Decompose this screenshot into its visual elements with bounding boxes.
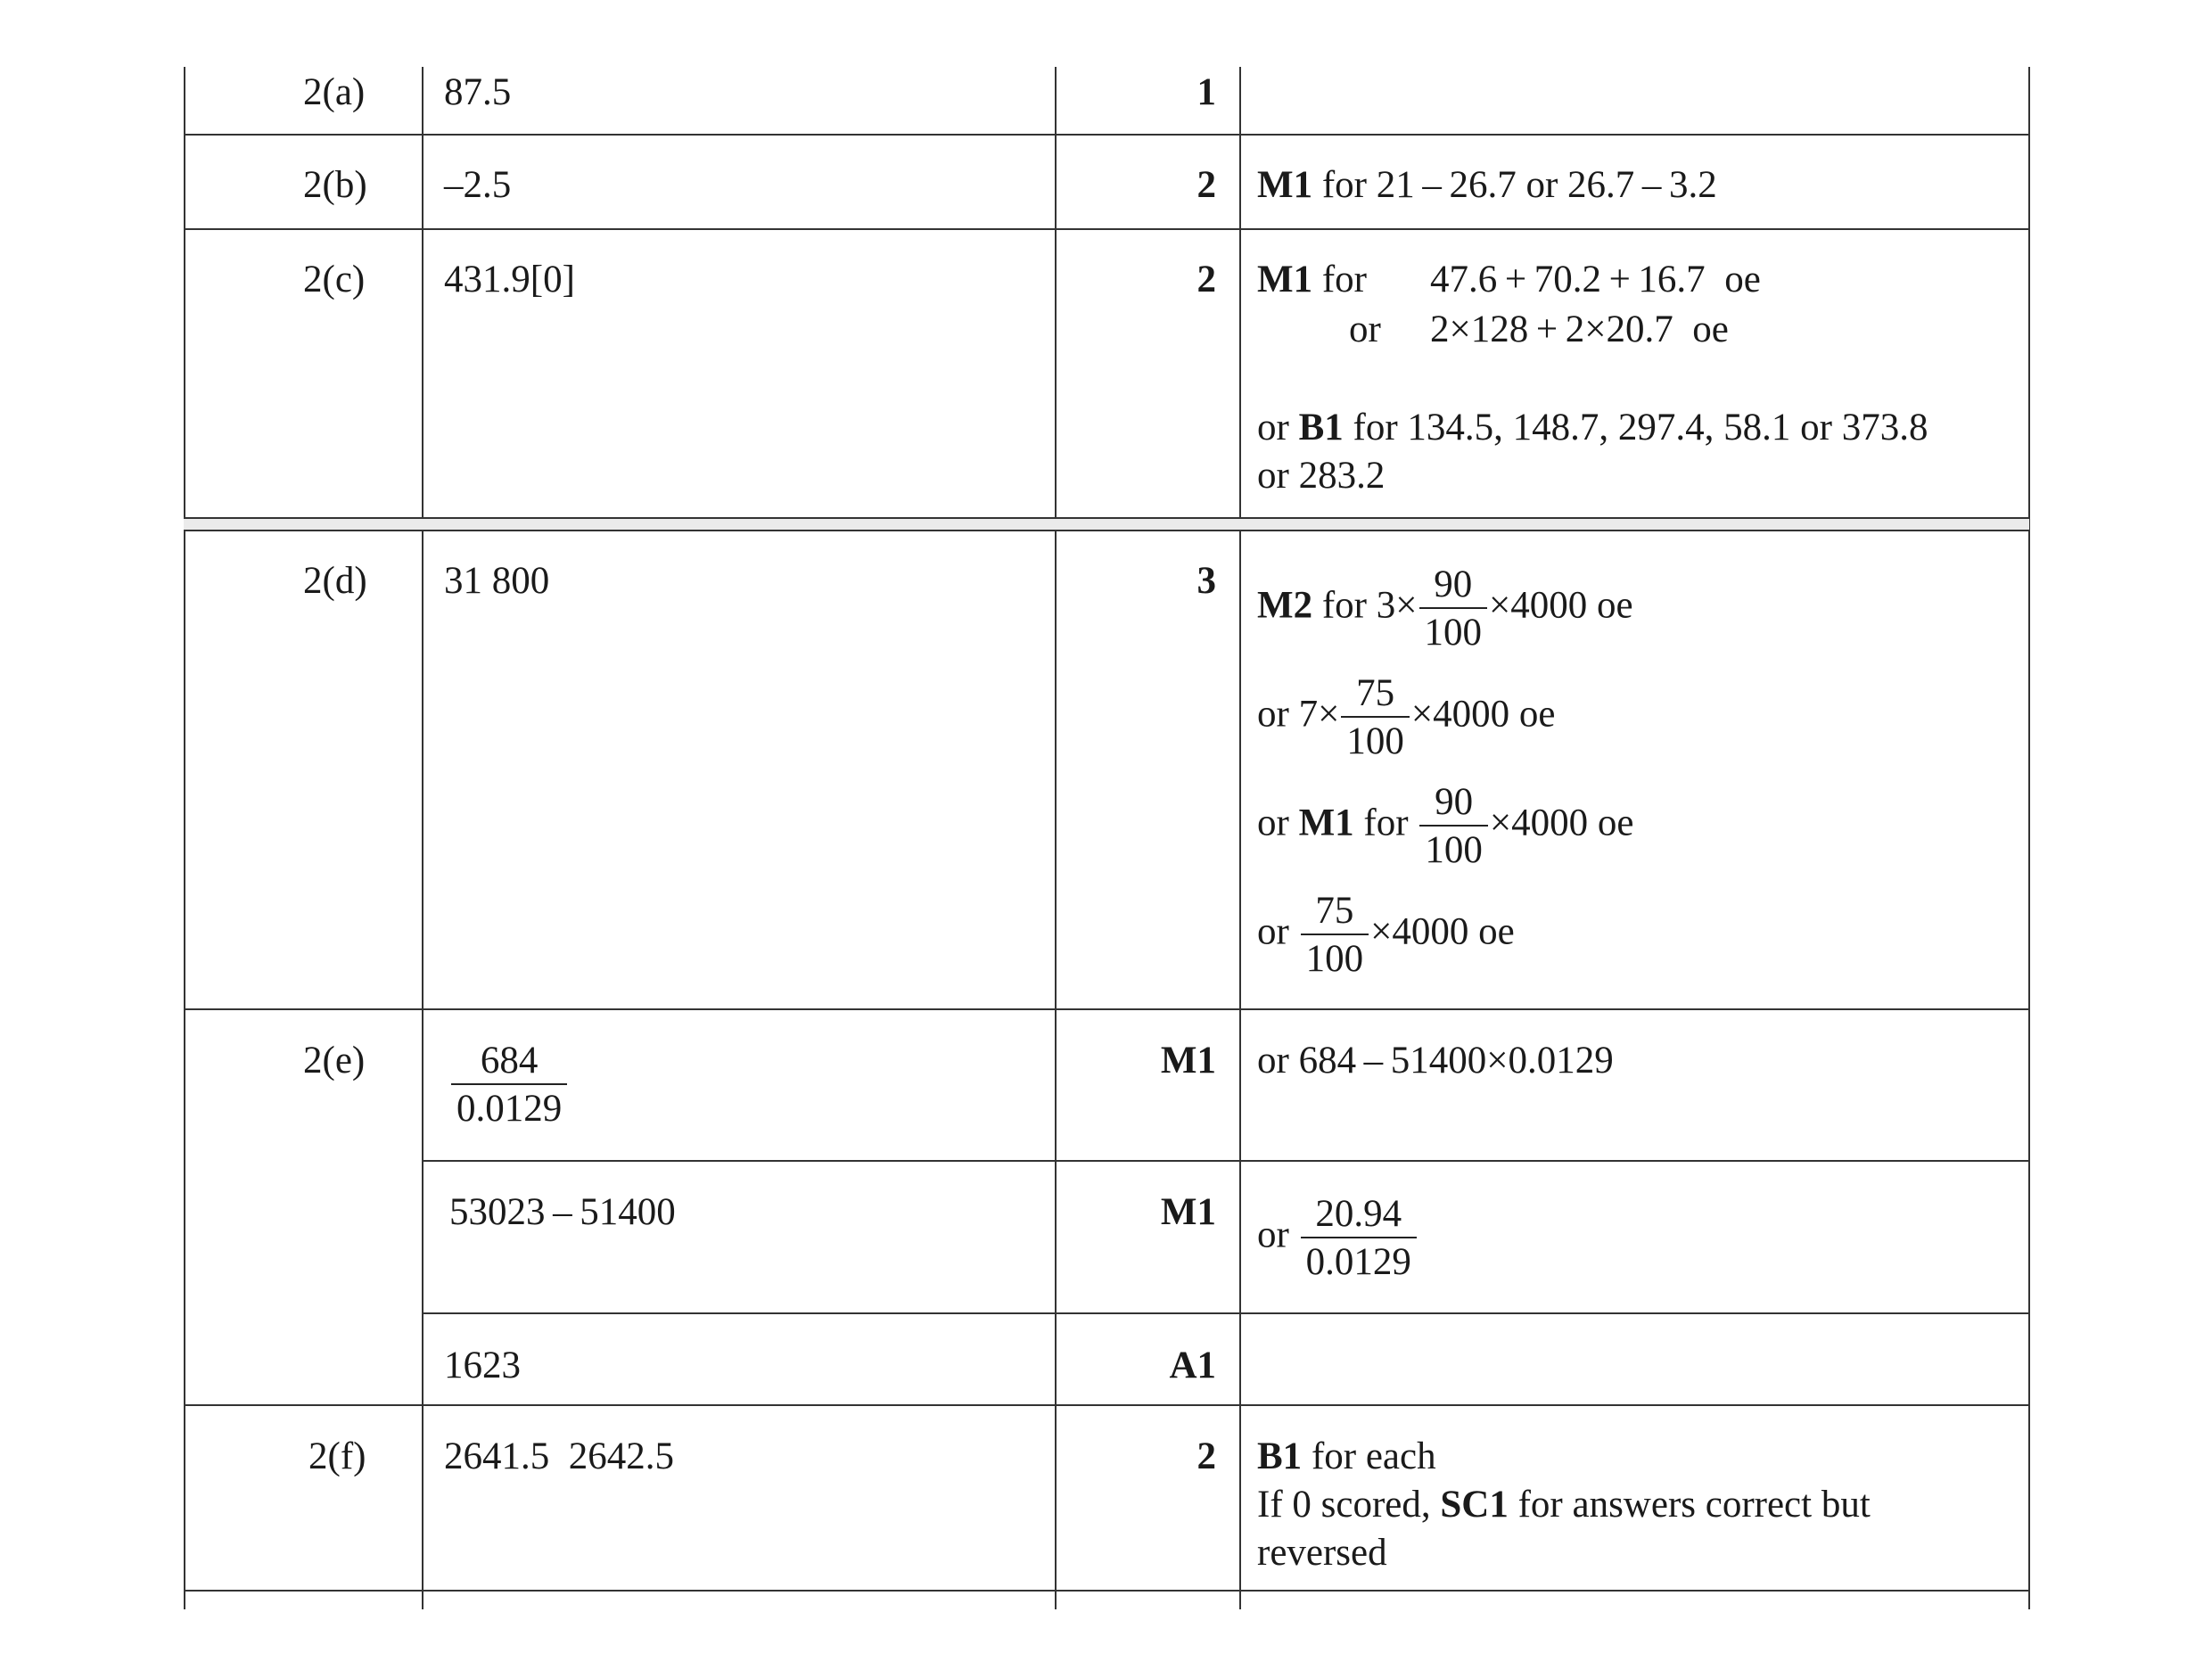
guidance-text: or <box>1257 1040 1289 1082</box>
row-line <box>184 1404 2030 1406</box>
guidance-line <box>1430 260 1761 299</box>
guidance-line <box>1257 783 1633 869</box>
mark-code: SC1 <box>1440 1484 1509 1526</box>
guidance-line <box>1257 1041 1614 1080</box>
fraction: $\frac{90}{100}$ <box>1419 565 1488 652</box>
expression: 21 – 26.7 <box>1376 164 1517 206</box>
marks: 2 <box>1196 1435 1216 1477</box>
guidance-text: oe <box>1597 584 1633 627</box>
answer <box>449 1041 569 1128</box>
guidance-line <box>1257 260 1367 299</box>
question-number: 2(c) <box>303 259 366 300</box>
guidance-text: or <box>1257 693 1289 736</box>
guidance-line: reversed <box>1257 1532 1387 1574</box>
answer: 31 800 <box>444 560 550 602</box>
guidance-line <box>1257 892 1515 978</box>
guidance-text: or <box>1257 802 1289 844</box>
guidance-text: oe <box>1724 259 1761 300</box>
answer: 53023 – 51400 <box>449 1191 676 1233</box>
guidance-line <box>1257 674 1555 761</box>
section-break <box>184 519 2029 530</box>
col-line-marks <box>1239 67 1241 1609</box>
guidance-text: for <box>1321 259 1367 300</box>
expression: 3× <box>1376 584 1418 627</box>
answer: 1623 <box>444 1345 521 1386</box>
guidance-text: or <box>1349 308 1381 350</box>
expression: ×4000 <box>1489 584 1588 627</box>
expression: ×4000 <box>1410 693 1510 736</box>
marks: M1 <box>1160 1191 1216 1233</box>
guidance-text: for answers correct but <box>1517 1484 1871 1526</box>
expression: 47.6 + 70.2 + 16.7 <box>1430 259 1706 300</box>
expression: 2×128 + 2×20.7 <box>1430 308 1673 350</box>
guidance-line <box>1257 408 1928 447</box>
guidance-text: for <box>1321 164 1367 206</box>
guidance-line <box>1349 310 1381 349</box>
fraction: $\frac{684}{0.0129}$ <box>451 1041 567 1128</box>
guidance-text: or <box>1257 910 1289 953</box>
question-number: 2(e) <box>303 1040 366 1082</box>
answer: 431.9[0] <box>444 259 575 300</box>
row-line <box>184 134 2030 136</box>
answer: 2641.5 2642.5 <box>444 1435 674 1477</box>
answer: –2.5 <box>444 164 512 206</box>
marks: M1 <box>1160 1040 1216 1082</box>
expression: 7× <box>1298 693 1340 736</box>
col-line-left <box>184 67 185 1609</box>
row-line <box>184 1590 2030 1592</box>
mark-code: M1 <box>1257 164 1313 206</box>
question-number: 2(d) <box>303 560 367 602</box>
marks: A1 <box>1169 1345 1216 1386</box>
guidance-text: oe <box>1597 802 1634 844</box>
row-line <box>422 1160 2030 1162</box>
guidance-line <box>1257 1195 1418 1281</box>
expression: ×4000 <box>1489 802 1589 844</box>
fraction: $\frac{75}{100}$ <box>1301 892 1369 978</box>
row-line <box>184 1008 2030 1010</box>
marks: 1 <box>1196 71 1216 113</box>
guidance-line <box>1257 1437 1436 1476</box>
guidance-text: oe <box>1692 308 1729 350</box>
row-line <box>184 530 2030 531</box>
row-line <box>184 228 2030 230</box>
mark-code: M1 <box>1257 259 1313 300</box>
guidance-line <box>1257 1485 1871 1524</box>
col-line-answer <box>1055 67 1057 1609</box>
marks: 3 <box>1196 560 1216 602</box>
guidance-text: or <box>1257 407 1289 448</box>
mark-code: B1 <box>1298 407 1344 448</box>
guidance-line <box>1257 565 1633 652</box>
expression: ×4000 <box>1370 910 1469 953</box>
row-line <box>422 1312 2030 1314</box>
row-line <box>184 517 2030 519</box>
marks: 2 <box>1196 259 1216 300</box>
guidance-text: for each <box>1311 1435 1436 1477</box>
col-line-q <box>422 67 423 1609</box>
fraction: $\frac{75}{100}$ <box>1341 674 1410 761</box>
guidance-text: for <box>1363 802 1409 844</box>
fraction: $\frac{20.94}{0.0129}$ <box>1301 1195 1417 1281</box>
guidance-text: oe <box>1478 910 1515 953</box>
mark-code: B1 <box>1257 1435 1303 1477</box>
col-line-right <box>2028 67 2030 1609</box>
guidance-text: or <box>1525 164 1558 206</box>
expression: 684 – 51400×0.0129 <box>1298 1040 1614 1082</box>
fraction: $\frac{90}{100}$ <box>1419 783 1488 869</box>
guidance-text: If 0 scored, <box>1257 1484 1431 1526</box>
guidance <box>1257 166 1717 204</box>
guidance-text: or <box>1257 1213 1289 1256</box>
expression: 26.7 – 3.2 <box>1567 164 1717 206</box>
answer: 87.5 <box>444 71 512 113</box>
question-number: 2(a) <box>303 71 366 113</box>
mark-code: M2 <box>1257 584 1313 627</box>
guidance-text: oe <box>1518 693 1556 736</box>
marks: 2 <box>1196 164 1216 206</box>
mark-code: M1 <box>1298 802 1354 844</box>
guidance-line <box>1430 310 1729 349</box>
question-number: 2(b) <box>303 164 367 206</box>
guidance-text: for <box>1321 584 1367 627</box>
question-number: 2(f) <box>308 1435 366 1477</box>
guidance-line: or 283.2 <box>1257 455 1386 497</box>
guidance-text: for 134.5, 148.7, 297.4, 58.1 or 373.8 <box>1353 407 1928 448</box>
